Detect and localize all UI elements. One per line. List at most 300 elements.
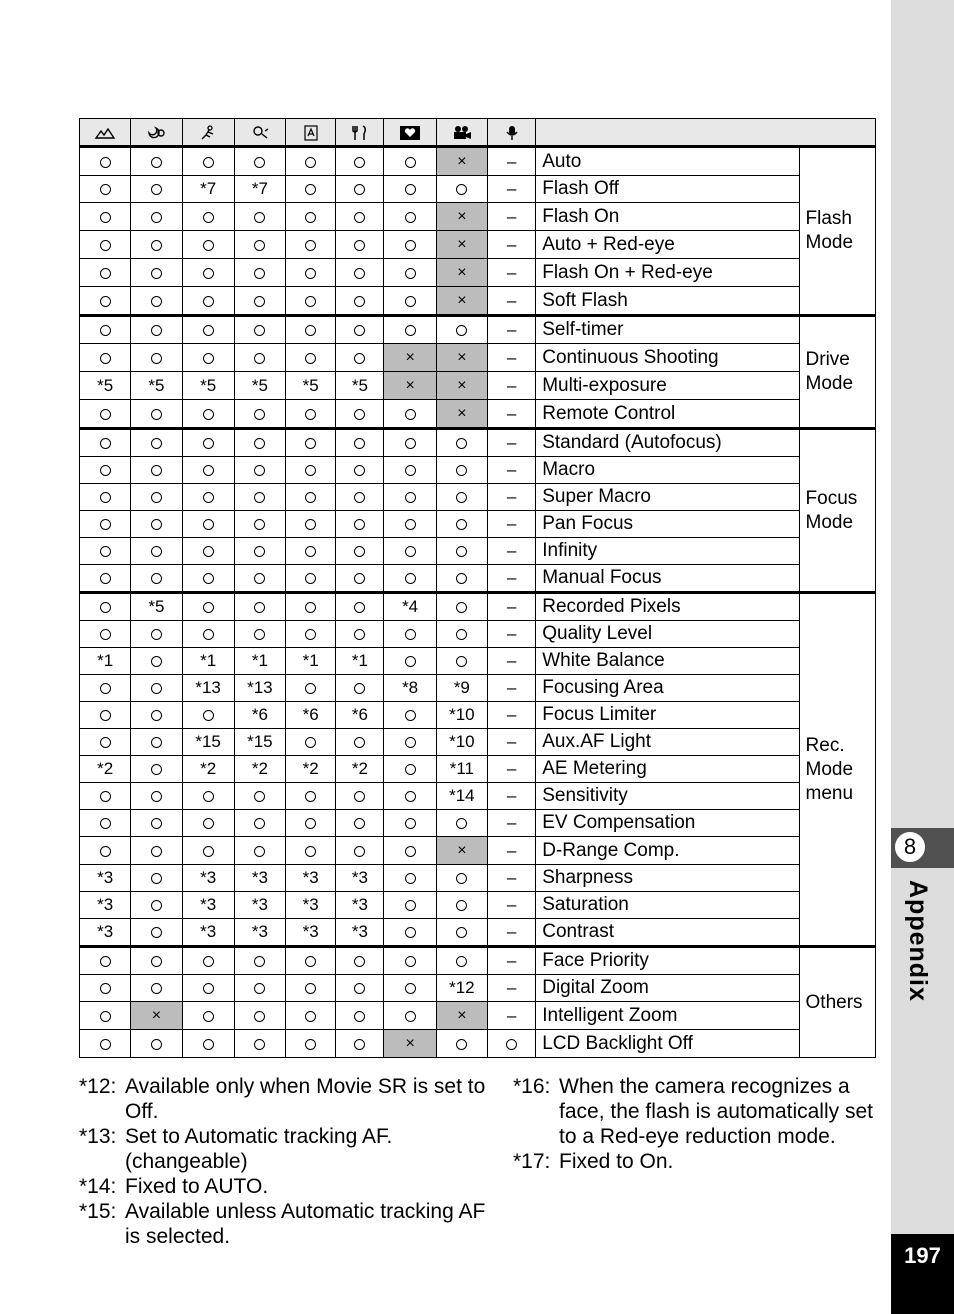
cell-value: *7 xyxy=(234,176,285,203)
available-mark xyxy=(131,837,182,865)
available-mark xyxy=(131,511,182,538)
available-mark xyxy=(131,756,182,783)
cell-value: – xyxy=(487,511,535,538)
table-row xyxy=(80,593,876,621)
table-row xyxy=(80,837,876,865)
available-mark xyxy=(80,484,131,511)
footnotes-right xyxy=(513,1074,883,1174)
setting-label: Recorded Pixels xyxy=(536,593,799,621)
cell-value: *12 xyxy=(436,975,487,1002)
available-mark xyxy=(234,565,285,593)
available-mark xyxy=(336,429,384,457)
available-mark xyxy=(131,621,182,648)
setting-label: Infinity xyxy=(536,538,799,565)
available-mark xyxy=(234,1030,285,1058)
footnote-text: Fixed to AUTO. xyxy=(125,1175,269,1198)
available-mark xyxy=(384,316,436,344)
setting-label: Quality Level xyxy=(536,621,799,648)
setting-label: Aux.AF Light xyxy=(536,729,799,756)
cell-value: – xyxy=(487,675,535,702)
cell-value: *3 xyxy=(336,892,384,919)
available-mark xyxy=(234,538,285,565)
footnote-text: Fixed to On. xyxy=(559,1150,674,1173)
page-number: 197 xyxy=(891,1234,954,1314)
cell-value: *4 xyxy=(384,593,436,621)
available-mark xyxy=(80,783,131,810)
available-mark xyxy=(131,1030,182,1058)
cell-value: *11 xyxy=(436,756,487,783)
available-mark xyxy=(286,511,336,538)
available-mark xyxy=(131,147,182,176)
available-mark xyxy=(182,511,234,538)
available-mark xyxy=(336,203,384,231)
cell-value: *3 xyxy=(182,892,234,919)
available-mark xyxy=(80,621,131,648)
available-mark xyxy=(80,947,131,975)
footnote xyxy=(513,1074,883,1149)
available-mark xyxy=(182,593,234,621)
cell-value: – xyxy=(487,147,535,176)
available-mark xyxy=(80,316,131,344)
available-mark xyxy=(80,1002,131,1030)
cell-value: – xyxy=(487,810,535,837)
chapter-sidebar xyxy=(891,0,954,1314)
frame-composite-icon xyxy=(384,119,436,147)
available-mark xyxy=(286,675,336,702)
available-mark xyxy=(182,565,234,593)
available-mark xyxy=(80,176,131,203)
table-row xyxy=(80,565,876,593)
available-mark xyxy=(384,429,436,457)
available-mark xyxy=(384,756,436,783)
table-row xyxy=(80,372,876,400)
sport-icon xyxy=(182,119,234,147)
available-mark xyxy=(384,975,436,1002)
available-mark xyxy=(234,593,285,621)
setting-label: Flash Off xyxy=(536,176,799,203)
setting-label: LCD Backlight Off xyxy=(536,1030,799,1058)
cell-value: *5 xyxy=(131,593,182,621)
footnote xyxy=(79,1174,499,1199)
setting-label: Remote Control xyxy=(536,400,799,429)
available-mark xyxy=(131,947,182,975)
available-mark xyxy=(436,176,487,203)
cell-value: *3 xyxy=(336,919,384,947)
available-mark xyxy=(436,947,487,975)
cell-value: – xyxy=(487,1002,535,1030)
available-mark xyxy=(286,316,336,344)
cell-value: – xyxy=(487,259,535,287)
available-mark xyxy=(384,1002,436,1030)
footnote-key: *14: xyxy=(79,1175,117,1198)
setting-label: AE Metering xyxy=(536,756,799,783)
available-mark xyxy=(182,147,234,176)
available-mark xyxy=(80,593,131,621)
cell-value: *3 xyxy=(182,919,234,947)
available-mark xyxy=(286,259,336,287)
unavailable-mark: × xyxy=(384,372,436,400)
available-mark xyxy=(234,203,285,231)
footnote xyxy=(79,1124,499,1174)
available-mark xyxy=(234,810,285,837)
footnote xyxy=(513,1149,883,1174)
available-mark xyxy=(182,975,234,1002)
available-mark xyxy=(182,344,234,372)
available-mark xyxy=(384,259,436,287)
available-mark xyxy=(286,344,336,372)
cell-value: *3 xyxy=(182,865,234,892)
available-mark xyxy=(286,947,336,975)
available-mark xyxy=(286,287,336,316)
unavailable-mark: × xyxy=(436,287,487,316)
setting-label: Manual Focus xyxy=(536,565,799,593)
available-mark xyxy=(234,484,285,511)
available-mark xyxy=(131,344,182,372)
available-mark xyxy=(80,231,131,259)
cell-value: *10 xyxy=(436,702,487,729)
table-row xyxy=(80,203,876,231)
available-mark xyxy=(436,919,487,947)
available-mark xyxy=(436,565,487,593)
available-mark xyxy=(336,147,384,176)
group-label: Focus Mode xyxy=(799,429,875,593)
available-mark xyxy=(182,1030,234,1058)
available-mark xyxy=(384,702,436,729)
available-mark xyxy=(384,203,436,231)
kids-icon xyxy=(234,119,285,147)
available-mark xyxy=(436,1030,487,1058)
cell-value: – xyxy=(487,729,535,756)
table-row xyxy=(80,400,876,429)
cell-value: – xyxy=(487,892,535,919)
footnote xyxy=(79,1199,499,1249)
available-mark xyxy=(336,316,384,344)
table-row xyxy=(80,892,876,919)
available-mark xyxy=(336,565,384,593)
available-mark xyxy=(182,203,234,231)
available-mark xyxy=(384,919,436,947)
available-mark xyxy=(234,975,285,1002)
available-mark xyxy=(131,457,182,484)
setting-label: Standard (Autofocus) xyxy=(536,429,799,457)
available-mark xyxy=(384,648,436,675)
cell-value: – xyxy=(487,593,535,621)
available-mark xyxy=(336,231,384,259)
cell-value: *3 xyxy=(234,892,285,919)
available-mark xyxy=(182,400,234,429)
available-mark xyxy=(80,287,131,316)
available-mark xyxy=(182,316,234,344)
available-mark xyxy=(436,457,487,484)
setting-label: Face Priority xyxy=(536,947,799,975)
unavailable-mark: × xyxy=(436,231,487,259)
available-mark xyxy=(336,837,384,865)
available-mark xyxy=(384,865,436,892)
available-mark xyxy=(131,287,182,316)
available-mark xyxy=(80,203,131,231)
cell-value: – xyxy=(487,837,535,865)
cell-value: *5 xyxy=(234,372,285,400)
unavailable-mark: × xyxy=(436,837,487,865)
cell-value: *5 xyxy=(182,372,234,400)
setting-label: Focus Limiter xyxy=(536,702,799,729)
footnote xyxy=(79,1074,499,1124)
table-row xyxy=(80,810,876,837)
setting-label: Auto xyxy=(536,147,799,176)
available-mark xyxy=(436,316,487,344)
available-mark xyxy=(436,593,487,621)
available-mark xyxy=(182,621,234,648)
table-row xyxy=(80,259,876,287)
table-row xyxy=(80,457,876,484)
available-mark xyxy=(384,837,436,865)
cell-value: *3 xyxy=(286,892,336,919)
available-mark xyxy=(336,344,384,372)
footnote-text: Available only when Movie SR is set to Off. xyxy=(125,1075,486,1123)
available-mark xyxy=(131,259,182,287)
available-mark xyxy=(286,176,336,203)
cell-value: – xyxy=(487,565,535,593)
setting-label: Auto + Red-eye xyxy=(536,231,799,259)
available-mark xyxy=(182,810,234,837)
available-mark xyxy=(234,511,285,538)
available-mark xyxy=(436,538,487,565)
available-mark xyxy=(182,538,234,565)
available-mark xyxy=(336,975,384,1002)
footnote-key: *17: xyxy=(513,1150,551,1173)
available-mark xyxy=(286,783,336,810)
available-mark xyxy=(131,702,182,729)
available-mark xyxy=(336,1030,384,1058)
cell-value: *3 xyxy=(286,865,336,892)
footnote-text: Available unless Automatic tracking AF is selected. xyxy=(125,1200,486,1248)
table-row xyxy=(80,147,876,176)
text-icon xyxy=(286,119,336,147)
table-row xyxy=(80,756,876,783)
available-mark xyxy=(286,729,336,756)
available-mark xyxy=(80,538,131,565)
cell-value: *13 xyxy=(234,675,285,702)
cell-value: *6 xyxy=(286,702,336,729)
footnote-key: *15: xyxy=(79,1200,117,1223)
cell-value: *3 xyxy=(336,865,384,892)
cell-value: *3 xyxy=(80,919,131,947)
available-mark xyxy=(131,975,182,1002)
table-row xyxy=(80,231,876,259)
available-mark xyxy=(286,565,336,593)
available-mark xyxy=(80,511,131,538)
cell-value: – xyxy=(487,919,535,947)
available-mark xyxy=(384,147,436,176)
cell-value: – xyxy=(487,538,535,565)
table-row xyxy=(80,947,876,975)
available-mark xyxy=(80,1030,131,1058)
setting-label: Intelligent Zoom xyxy=(536,1002,799,1030)
cell-value: *5 xyxy=(80,372,131,400)
available-mark xyxy=(131,648,182,675)
available-mark xyxy=(286,593,336,621)
setting-label: Multi-exposure xyxy=(536,372,799,400)
footnote-key: *16: xyxy=(513,1075,551,1098)
available-mark xyxy=(336,783,384,810)
available-mark xyxy=(182,429,234,457)
available-mark xyxy=(384,565,436,593)
available-mark xyxy=(336,1002,384,1030)
voice-recording-icon xyxy=(487,119,535,147)
cell-value: *3 xyxy=(234,919,285,947)
available-mark xyxy=(286,203,336,231)
cell-value: – xyxy=(487,400,535,429)
available-mark xyxy=(131,203,182,231)
available-mark xyxy=(182,947,234,975)
cell-value: *6 xyxy=(336,702,384,729)
cell-value: *3 xyxy=(80,892,131,919)
available-mark xyxy=(384,892,436,919)
cell-value: – xyxy=(487,176,535,203)
available-mark xyxy=(336,621,384,648)
unavailable-mark: × xyxy=(436,344,487,372)
unavailable-mark: × xyxy=(436,372,487,400)
available-mark xyxy=(131,783,182,810)
table-row xyxy=(80,344,876,372)
unavailable-mark: × xyxy=(436,147,487,176)
available-mark xyxy=(131,429,182,457)
unavailable-mark: × xyxy=(436,203,487,231)
table-row xyxy=(80,783,876,810)
landscape-icon xyxy=(80,119,131,147)
available-mark xyxy=(286,810,336,837)
available-mark xyxy=(384,400,436,429)
available-mark xyxy=(286,975,336,1002)
available-mark xyxy=(286,1002,336,1030)
available-mark xyxy=(131,810,182,837)
available-mark xyxy=(286,400,336,429)
available-mark xyxy=(234,400,285,429)
header-row xyxy=(80,119,876,147)
cell-value: *8 xyxy=(384,675,436,702)
cell-value: *1 xyxy=(182,648,234,675)
available-mark xyxy=(436,892,487,919)
group-label: Flash Mode xyxy=(799,147,875,316)
header-blank xyxy=(536,119,876,147)
cell-value: *15 xyxy=(182,729,234,756)
available-mark xyxy=(384,511,436,538)
cell-value: – xyxy=(487,783,535,810)
food-icon xyxy=(336,119,384,147)
cell-value: – xyxy=(487,756,535,783)
night-scene-icon xyxy=(131,119,182,147)
available-mark xyxy=(80,457,131,484)
available-mark xyxy=(436,621,487,648)
available-mark xyxy=(336,729,384,756)
setting-label: Self-timer xyxy=(536,316,799,344)
chapter-number: 8 xyxy=(893,830,927,864)
available-mark xyxy=(182,702,234,729)
available-mark xyxy=(80,344,131,372)
available-mark xyxy=(436,865,487,892)
available-mark xyxy=(336,675,384,702)
available-mark xyxy=(384,538,436,565)
available-mark xyxy=(80,675,131,702)
available-mark xyxy=(436,648,487,675)
available-mark xyxy=(131,484,182,511)
cell-value: – xyxy=(487,316,535,344)
available-mark xyxy=(131,231,182,259)
available-mark xyxy=(182,1002,234,1030)
available-mark xyxy=(234,231,285,259)
available-mark xyxy=(80,975,131,1002)
cell-value: *2 xyxy=(182,756,234,783)
available-mark xyxy=(336,947,384,975)
available-mark xyxy=(80,810,131,837)
available-mark xyxy=(384,729,436,756)
table-row xyxy=(80,865,876,892)
available-mark xyxy=(80,729,131,756)
available-mark xyxy=(234,457,285,484)
cell-value: – xyxy=(487,484,535,511)
available-mark xyxy=(336,484,384,511)
cell-value: – xyxy=(487,203,535,231)
cell-value: *2 xyxy=(286,756,336,783)
table-row xyxy=(80,538,876,565)
cell-value: *1 xyxy=(336,648,384,675)
unavailable-mark: × xyxy=(436,1002,487,1030)
table-row xyxy=(80,429,876,457)
available-mark xyxy=(80,400,131,429)
available-mark xyxy=(286,231,336,259)
available-mark xyxy=(234,837,285,865)
available-mark xyxy=(234,287,285,316)
available-mark xyxy=(131,729,182,756)
available-mark xyxy=(286,1030,336,1058)
group-label: Rec. Mode menu xyxy=(799,593,875,947)
unavailable-mark: × xyxy=(384,344,436,372)
setting-label: Flash On xyxy=(536,203,799,231)
table-row xyxy=(80,484,876,511)
available-mark xyxy=(182,259,234,287)
available-mark xyxy=(182,457,234,484)
cell-value: *5 xyxy=(336,372,384,400)
setting-label: Sharpness xyxy=(536,865,799,892)
available-mark xyxy=(436,484,487,511)
available-mark xyxy=(131,919,182,947)
cell-value: – xyxy=(487,865,535,892)
available-mark xyxy=(182,484,234,511)
cell-value: *7 xyxy=(182,176,234,203)
available-mark xyxy=(131,675,182,702)
cell-value: *2 xyxy=(234,756,285,783)
cell-value: *6 xyxy=(234,702,285,729)
cell-value: – xyxy=(487,344,535,372)
cell-value: *10 xyxy=(436,729,487,756)
available-mark xyxy=(436,429,487,457)
cell-value: – xyxy=(487,702,535,729)
cell-value: – xyxy=(487,975,535,1002)
table-row xyxy=(80,702,876,729)
table-row xyxy=(80,316,876,344)
cell-value: *1 xyxy=(286,648,336,675)
available-mark xyxy=(234,621,285,648)
available-mark xyxy=(384,457,436,484)
available-mark xyxy=(131,865,182,892)
setting-label: White Balance xyxy=(536,648,799,675)
setting-label: Continuous Shooting xyxy=(536,344,799,372)
available-mark xyxy=(336,457,384,484)
footnote-text: When the camera recognizes a face, the flash is automatically set to a Red-eye reduction mode. xyxy=(559,1075,873,1148)
cell-value: *1 xyxy=(80,648,131,675)
cell-value: – xyxy=(487,287,535,316)
available-mark xyxy=(182,837,234,865)
